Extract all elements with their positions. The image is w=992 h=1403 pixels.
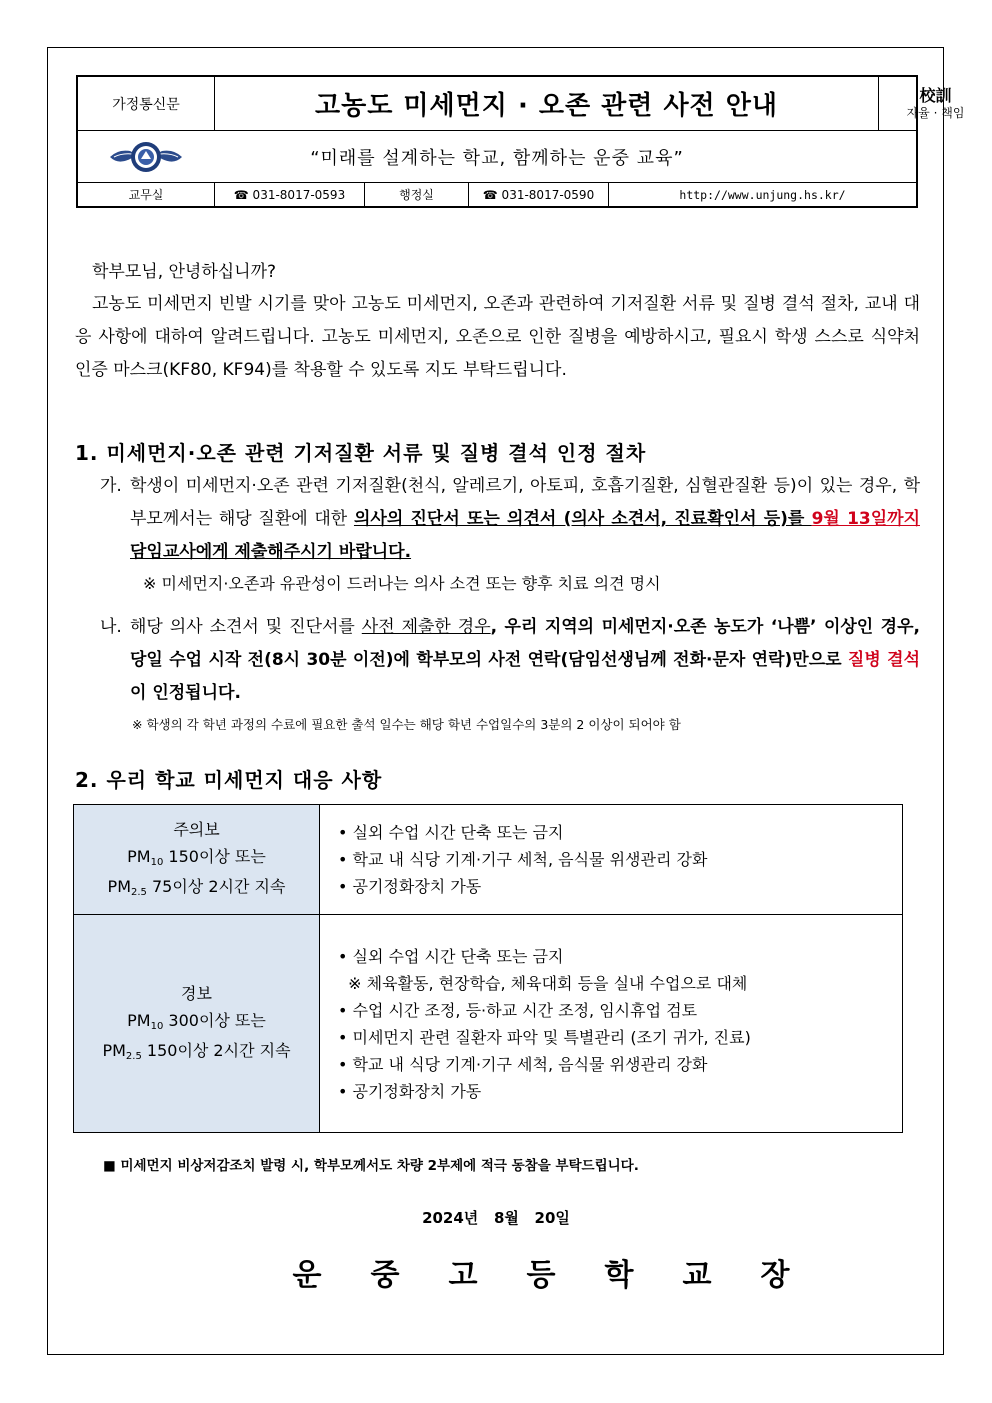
header-title-row — [78, 77, 965, 131]
office2-phone: ☎ 031-8017-0590 — [469, 183, 609, 206]
office1-phone: ☎ 031-8017-0593 — [215, 183, 365, 206]
action-item: • 학교 내 식당 기계·기구 세척, 음식물 위생관리 강화 — [338, 1054, 708, 1074]
action-subnote: ※ 체육활동, 현장학습, 체육대회 등을 실내 수업으로 대체 — [338, 973, 748, 993]
item-a-marker: 가. — [100, 476, 122, 496]
action-list — [320, 915, 902, 1132]
doc-type-label: 가정통신문 — [78, 77, 215, 130]
pm25-condition: $PM_{2.5}$ 75이상 2시간 지속 — [107, 877, 286, 898]
school-motto — [879, 77, 992, 130]
item-a-deadline: 9월 13일까지 — [811, 509, 920, 529]
item-a-text: 학생이 미세먼지·오존 관련 기저질환(천식, 알레르기, 아토피, 호흡기질환, 심혈관질환 등)이 있는 경우, 학부모께서는 해당 질환에 대한 — [130, 476, 920, 529]
header-contact-row — [78, 183, 916, 206]
action-item: • 학교 내 식당 기계·기구 세척, 음식물 위생관리 강화 — [338, 850, 708, 869]
item-b-note: ※ 학생의 각 학년 과정의 수료에 필요한 출석 일수는 해당 학년 수업일수의 3분의 2 이상이 되어야 함 — [132, 717, 681, 732]
section2-heading: 2. 우리 학교 미세먼지 대응 사항 — [75, 768, 383, 792]
alert-condition-cell — [74, 805, 320, 914]
item-a-note: ※ 미세먼지·오존과 유관성이 드러나는 의사 소견 또는 향후 치료 의견 명시 — [143, 574, 661, 593]
action-item: • 수업 시간 조정, 등·하교 시간 조정, 임시휴업 검토 — [338, 1000, 698, 1020]
action-item: • 실외 수업 시간 단축 또는 금지 — [338, 823, 564, 842]
item-b-underlined: 사전 제출한 경우 — [361, 617, 491, 637]
item-b-text: 해당 의사 소견서 및 진단서를 — [130, 617, 362, 637]
signature-char: 등 — [526, 1258, 556, 1293]
action-item: • 실외 수업 시간 단축 또는 금지 — [338, 946, 564, 966]
section1-item-b — [100, 611, 920, 710]
section1-heading: 1. 미세먼지·오존 관련 기저질환 서류 및 질병 결석 인정 절차 — [75, 441, 647, 465]
signature-char: 학 — [604, 1258, 634, 1293]
signature-char: 운 — [292, 1258, 322, 1293]
issue-date: 2024년 8월 20일 — [422, 1209, 570, 1227]
response-table — [73, 804, 903, 1133]
signature-char: 장 — [760, 1258, 790, 1293]
school-slogan: “미래를 설계하는 학교, 함께하는 운중 교육” — [310, 147, 684, 169]
motto-values: 자율 · 책임 — [906, 106, 965, 120]
item-b-end: 이 인정됩니다. — [130, 683, 241, 703]
alert-level: 주의보 — [173, 820, 220, 839]
action-item: • 공기정화장치 가동 — [338, 1081, 482, 1101]
office1-label: 교무실 — [78, 183, 215, 206]
greeting: 학부모님, 안녕하십니까? — [92, 262, 277, 282]
table-row — [74, 915, 902, 1132]
signature-char: 교 — [682, 1258, 712, 1293]
principal-signature — [268, 1250, 814, 1294]
carpool-note: ■ 미세먼지 비상저감조치 발령 시, 학부모께서도 차량 2부제에 적극 동참을 부탁드립니다. — [103, 1158, 639, 1174]
letter-header — [76, 75, 965, 208]
section1-item-a — [100, 470, 920, 569]
alert-condition-cell — [74, 915, 320, 1132]
motto-heading: 校訓 — [919, 86, 952, 105]
signature-char: 중 — [370, 1258, 400, 1293]
pm10-condition: $PM_{10}$ 300이상 또는 — [127, 1011, 266, 1032]
item-b-bold-text: , 우리 지역의 미세먼지·오존 농도가 ‘나쁨’ 이상인 경우, 당일 수업 시작 전(8시 30분 이전)에 학부모의 사전 연락(담임선생님께 전화·문자 연락)만으로 — [130, 617, 920, 670]
item-a-underlined-docs: 의사의 진단서 또는 의견서 (의사 소견서, 진료확인서 등)를 — [353, 509, 812, 529]
alert-level: 경보 — [181, 984, 212, 1003]
action-item: • 공기정화장치 가동 — [338, 877, 482, 896]
action-list — [320, 805, 902, 914]
page-title: 고농도 미세먼지 · 오존 관련 사전 안내 — [215, 77, 879, 130]
item-b-sick-absence: 질병 결석 — [847, 650, 920, 670]
school-website-link[interactable]: http://www.unjung.hs.kr/ — [679, 187, 846, 202]
signature-char: 고 — [448, 1258, 478, 1293]
table-row — [74, 805, 902, 915]
pm25-condition: $PM_{2.5}$ 150이상 2시간 지속 — [102, 1041, 291, 1062]
action-item: • 미세먼지 관련 질환자 파악 및 특별관리 (조기 귀가, 진료) — [338, 1027, 751, 1047]
office2-label: 행정실 — [365, 183, 469, 206]
pm10-condition: $PM_{10}$ 150이상 또는 — [127, 847, 266, 868]
item-b-marker: 나. — [100, 617, 122, 637]
intro-paragraph: 고농도 미세먼지 빈발 시기를 맞아 고농도 미세먼지, 오존과 관련하여 기저질환 서류 및 질병 결석 절차, 교내 대응 사항에 대하여 알려드립니다. 고농도 미세먼지, 오존으로 인한 질병을 예방하시고, 필요시 학생 스스로 식약처 인증 마스크(KF80, KF94)를 착용할 수 있도록 지도 부탁드립니다. — [75, 294, 920, 380]
item-a-underlined-submit: 담임교사에게 제출해주시기 바랍니다. — [130, 542, 412, 562]
header-slogan-row — [78, 131, 916, 183]
